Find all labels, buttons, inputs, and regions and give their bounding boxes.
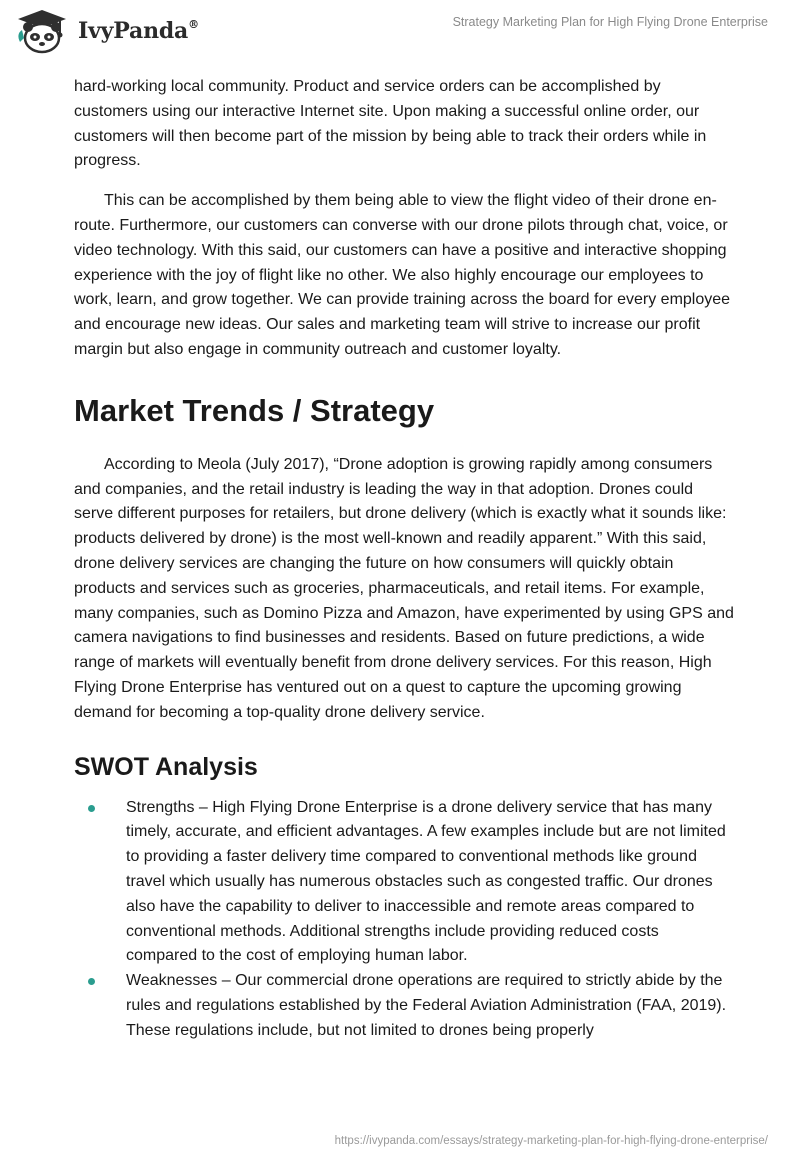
heading-swot-analysis: SWOT Analysis [74, 752, 258, 781]
panda-logo-icon [14, 8, 70, 54]
document-title: Strategy Marketing Plan for High Flying Drone Enterprise [452, 15, 768, 29]
swot-strengths-text: Strengths – High Flying Drone Enterprise is a drone delivery service that has many timely, accurate, and efficient advantages. A few examples include but are not limited to providing a faster delivery time compared to conventional methods like ground travel which usually has numerous obstacles such as congested traffic. Our drones also have the capability to deliver to inaccessible and remote areas compared to conventional methods. Additional strengths include providing reduced costs compared to the cost of employing human labor. [126, 798, 726, 965]
essay-content [74, 75, 734, 1044]
bullet-icon [88, 805, 95, 812]
logo[interactable] [14, 8, 199, 54]
paragraph-2: This can be accomplished by them being able to view the flight video of their drone en-route. Furthermore, our customers can converse with our drone pilots through chat, voice, or video technology. With this said, our customers can have a positive and interactive shopping experience with the joy of flight like no other. We also highly encourage our employees to work, learn, and grow together. We can provide training across the board for every employee and encourage new ideas. Our sales and marketing team will strive to increase our profit margin but also engage in community outreach and customer loyalty. [74, 192, 731, 358]
heading-market-trends: Market Trends / Strategy [74, 392, 435, 428]
bullet-icon [88, 978, 95, 985]
brand-name: IvyPanda® [78, 17, 199, 44]
paragraph-3: According to Meola (July 2017), “Drone adoption is growing rapidly among consumers and companies, and the retail industry is leading the way in that adoption. Drones could serve different purposes for retailers, but drone delivery (which is exactly what it sounds like: products delivered by drone) is the most well-known and readily apparent.” With this said, drone delivery services are changing the future on how consumers will quickly obtain products and services such as groceries, pharmaceuticals, and retail items. For example, many companies, such as Domino Pizza and Amazon, have experimented by using GPS and camera navigations to find businesses and residents. Based on future predictions, a wide range of markets will eventually benefit from drone delivery services. For this reason, High Flying Drone Enterprise has ventured out on a quest to capture the upcoming growing demand for becoming a top-quality drone delivery service. [74, 455, 734, 721]
source-url-link[interactable]: https://ivypanda.com/essays/strategy-marketing-plan-for-high-flying-drone-enterprise/ [334, 1135, 768, 1147]
swot-weaknesses-text: Weaknesses – Our commercial drone operations are required to strictly abide by the rules and regulations established by the Federal Aviation Administration (FAA, 2019). These regulations include, but not limited to drones being properly [126, 972, 727, 1039]
list-item [74, 969, 734, 1043]
list-item [74, 796, 734, 970]
paragraph-1: hard-working local community. Product and service orders can be accomplished by customers using our interactive Internet site. Upon making a successful online order, our customers will then become part of the mission by being able to track their orders while in progress. [74, 78, 707, 170]
swot-list [74, 796, 734, 1044]
